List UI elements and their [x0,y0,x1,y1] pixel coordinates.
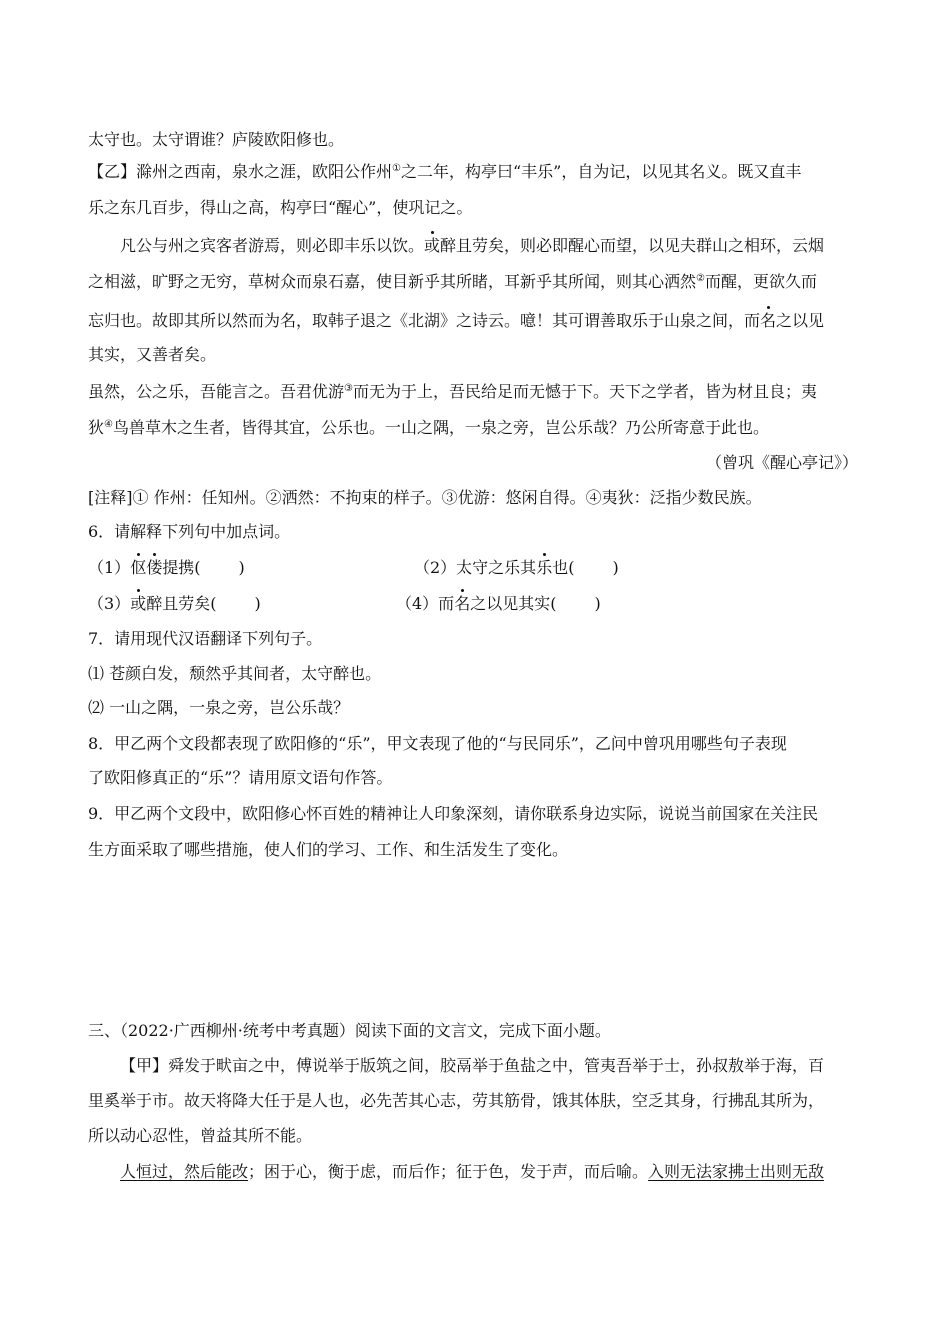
footnote-mark: ④ [104,419,113,430]
passage-line: 太守也。太守谓谁？庐陵欧阳修也。 [88,130,345,149]
question-6-item-2: （2）太守之乐其乐也( ) [414,558,619,577]
passage-jia-line: 里奚举于市。故天将降大任于是人也，必先苦其心志，劳其筋骨，饿其体肤，空乏其身，行拂乱其所为， [88,1091,825,1110]
question-7-item-2: ⑵ 一山之隅，一泉之旁，岂公乐哉？ [88,698,350,717]
question-6-item-4: （4）而名之以见其实( ) [396,594,601,613]
question-6-item-3: （3）或醉且劳矣( ) [88,594,261,613]
question-8: 8．甲乙两个文段都表现了欧阳修的“乐”，甲文表现了他的“与民同乐”，乙问中曾巩用哪些句子表现 [88,734,787,753]
passage-line: 其实，又善者矣。 [88,345,217,364]
annotation: [注释]① 作州：任知州。②洒然：不拘束的样子。③优游：悠闲自得。④夷狄：泛指少数民族。 [88,488,762,507]
dotted-char: 乐 [536,558,553,577]
question-9-cont: 生方面采取了哪些措施，使人们的学习、工作、和生活发生了变化。 [88,840,569,859]
section-3-heading: 三、（2022·广西柳州·统考中考真题）阅读下面的文言文，完成下面小题。 [88,1021,611,1040]
passage-line: 乐之东几百步，得山之高，构亭曰“醒心”，使巩记之。 [88,198,473,217]
passage-line: 虽然，公之乐，吾能言之。吾君优游③而无为于上，吾民给足而无憾于下。天下之学者，皆为材且良；夷 [88,382,817,401]
passage-jia-line: 【甲】舜发于畎亩之中，傅说举于版筑之间，胶鬲举于鱼盐之中，管夷吾举于士，孙叔敖举于海，百 [120,1056,825,1075]
dotted-char: 或 [424,236,441,255]
underlined-phrase: 人恒过，然后能改 [120,1162,249,1181]
question-6: 6．请解释下列句中加点词。 [88,522,291,541]
dotted-char: 伛 [130,558,147,577]
passage-line: 忘归也。故即其所以然而为名，取韩子退之《北湖》之诗云。噫！其可谓善取乐于山泉之间，而名之以见 [88,311,825,330]
footnote-mark: ② [696,273,705,284]
passage-yi-first-line: 【乙】滁州之西南，泉水之涯，欧阳公作州①之二年，构亭曰“丰乐”，自为记，以见其名义。既又直丰 [88,162,802,181]
question-9: 9．甲乙两个文段中，欧阳修心怀百姓的精神让人印象深刻，请你联系身边实际，说说当前国家在关注民 [88,804,819,823]
passage-line: 之相滋，旷野之无穷，草树众而泉石嘉，使目新乎其所睹，耳新乎其所闻，则其心洒然②而醒，更欲久而 [88,272,817,291]
passage-line: 狄④鸟兽草木之生者，皆得其宜，公乐也。一山之隅，一泉之旁，岂公乐哉？乃公所寄意于此也。 [88,418,769,437]
dotted-char: 名 [760,311,777,330]
question-7-item-1: ⑴ 苍颜白发，颓然乎其间者，太守醉也。 [88,664,382,683]
question-6-item-1: （1）伛偻提携( ) [88,558,245,577]
dotted-char: 偻 [146,558,163,577]
passage-jia-line: 所以动心忍性，曾益其所不能。 [88,1126,313,1145]
footnote-mark: ① [392,163,401,174]
question-7: 7．请用现代汉语翻译下列句子。 [88,629,323,648]
passage-line: 凡公与州之宾客者游焉，则必即丰乐以饮。或醉且劳矣，则必即醒心而望，以见夫群山之相环，云烟 [120,236,825,255]
passage-jia-line: 人恒过，然后能改；困于心，衡于虑，而后作；征于色，发于声，而后喻。入则无法家拂士出则无敌 [120,1162,825,1181]
question-8-cont: 了欧阳修真正的“乐”？请用原文语句作答。 [88,768,393,787]
dotted-char: 名 [454,594,471,613]
source-citation: （曾巩《醒心亭记》） [705,453,858,472]
underlined-phrase: 入则无法家拂士出则无敌 [648,1162,825,1181]
footnote-mark: ③ [344,383,353,394]
dotted-char: 或 [130,594,147,613]
